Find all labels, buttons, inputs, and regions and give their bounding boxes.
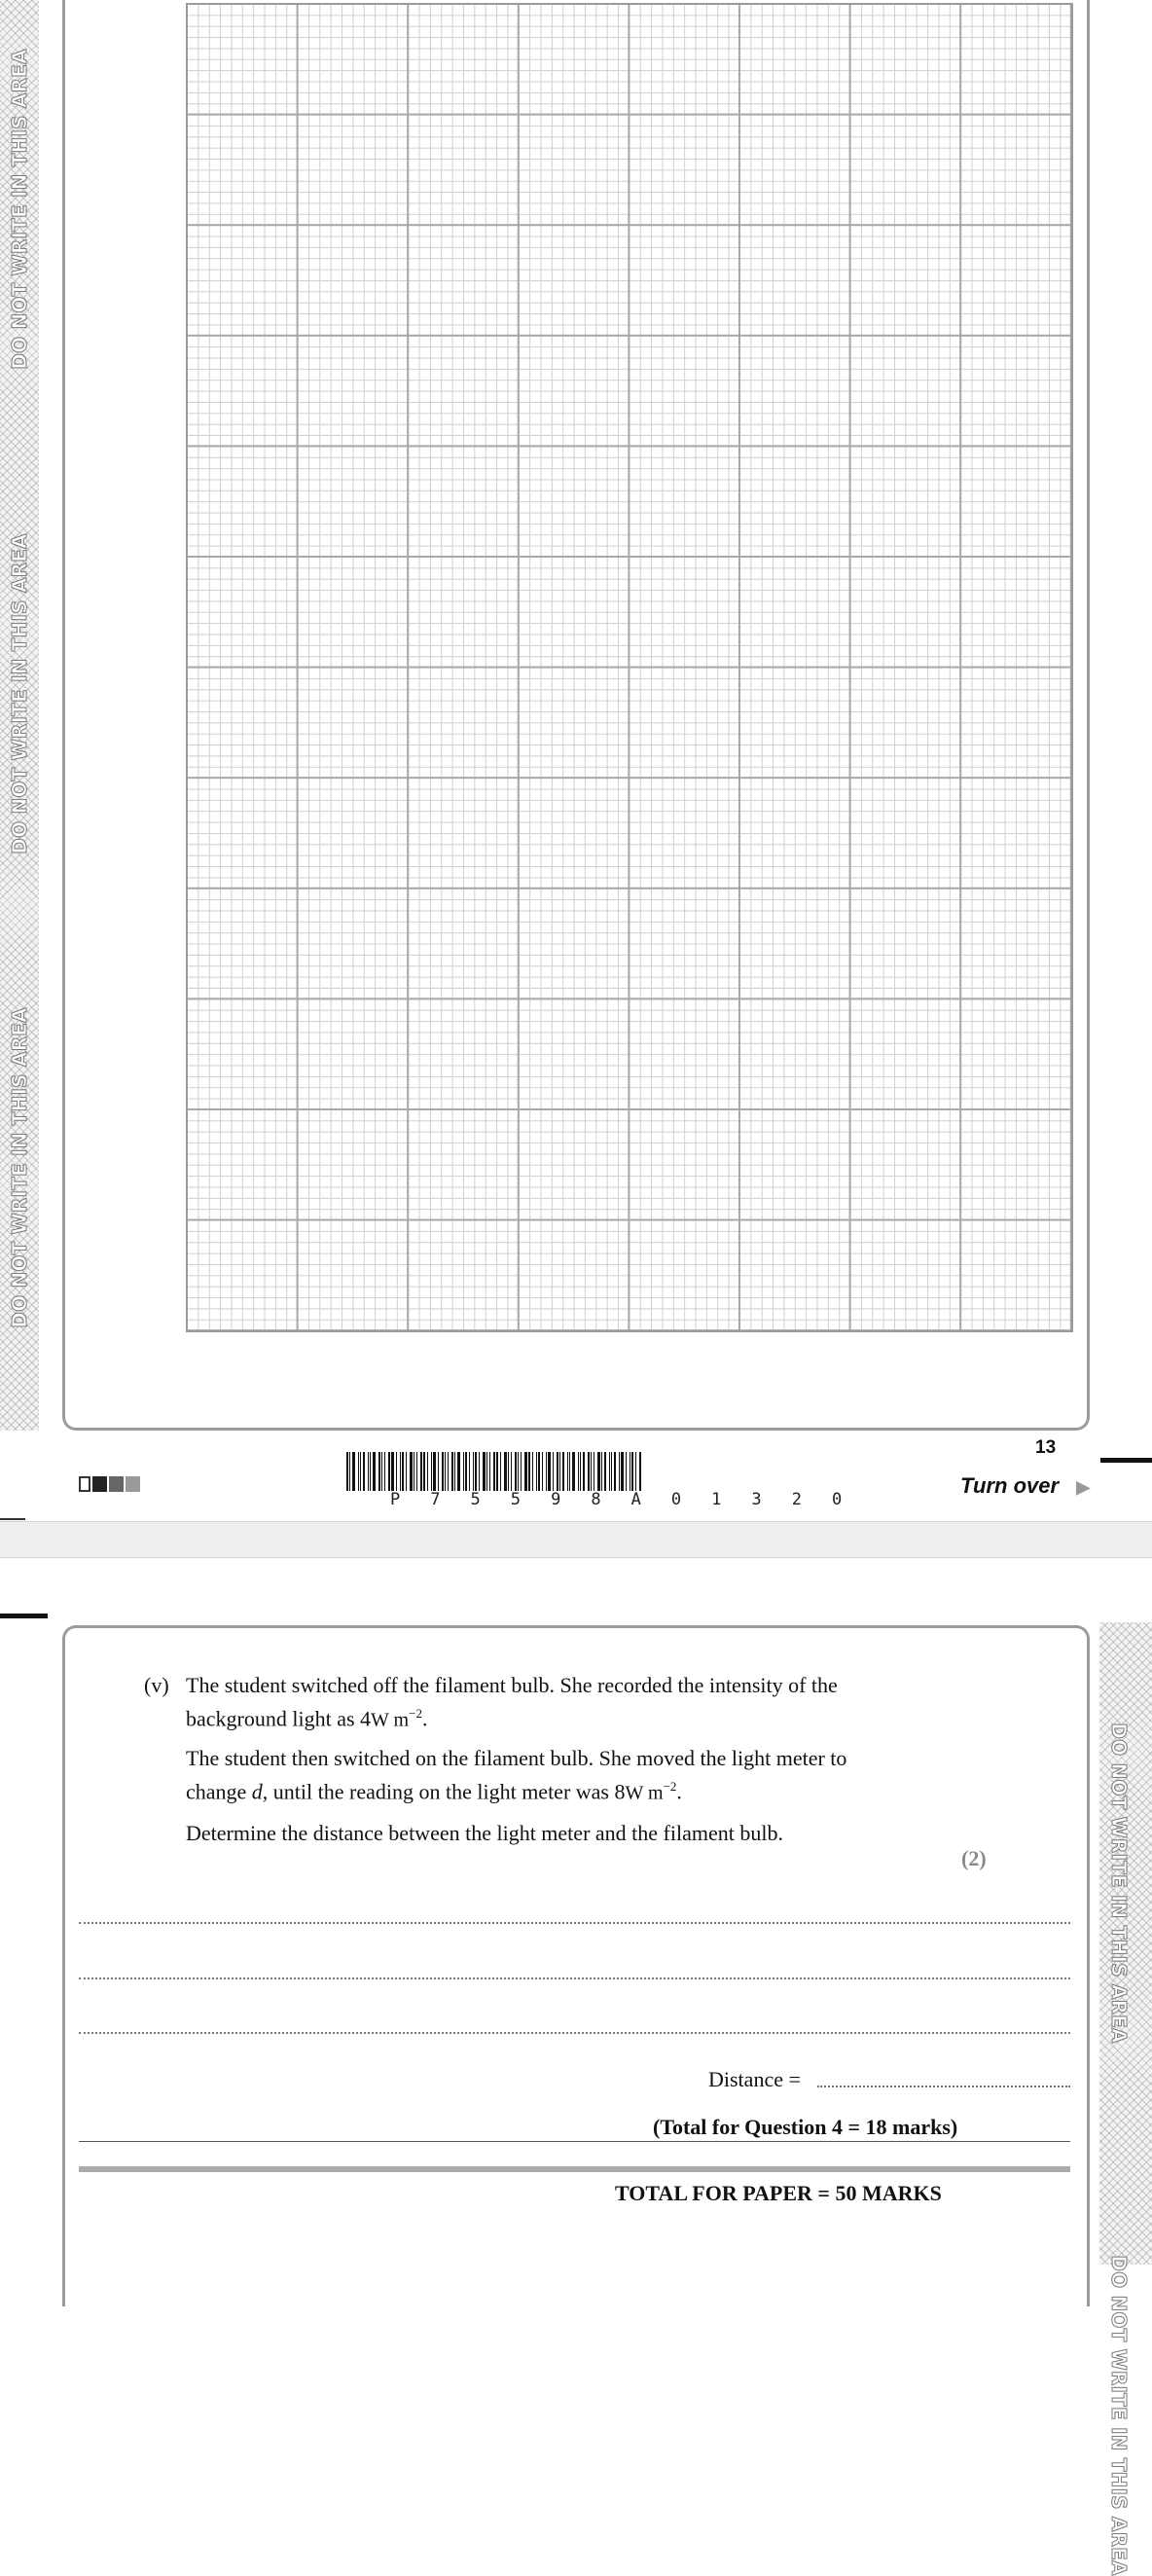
barcode-bar: [448, 1452, 449, 1491]
barcode-bar: [524, 1452, 527, 1491]
barcode-bar: [559, 1452, 560, 1491]
barcode-bar: [457, 1452, 460, 1491]
barcode-bar: [465, 1452, 467, 1491]
barcode-bar: [423, 1452, 425, 1491]
footer-rule-left: [0, 1518, 25, 1520]
answer-line-2[interactable]: [79, 1977, 1070, 1979]
barcode-bar: [463, 1452, 464, 1491]
total-rule-thick: [79, 2166, 1070, 2172]
barcode-bar: [569, 1452, 570, 1491]
para1-value: background light as 4: [186, 1706, 372, 1731]
barcode-bar: [378, 1452, 380, 1491]
margin-warning-right-2: DO NOT WRITE IN THIS AREA: [1107, 2255, 1131, 2576]
barcode-bar: [445, 1452, 446, 1491]
barcode-bar: [639, 1452, 641, 1491]
para2-exponent: −2: [663, 1779, 677, 1794]
margin-strip-right: [1099, 1622, 1152, 2576]
barcode-bar: [384, 1452, 385, 1491]
barcode-bar: [493, 1452, 495, 1491]
header-rule-left: [0, 1614, 48, 1618]
barcode-bar: [515, 1452, 517, 1491]
para1-exponent: −2: [409, 1706, 422, 1721]
barcode-bar: [373, 1452, 376, 1491]
barcode-bar: [635, 1452, 636, 1491]
barcode-bar: [388, 1452, 390, 1491]
barcode-bar: [591, 1452, 592, 1491]
answer-line-1[interactable]: [79, 1922, 1070, 1924]
para2-unit: W m: [625, 1782, 664, 1804]
barcode: [346, 1452, 642, 1491]
margin-warning-right: DO NOT WRITE IN THIS AREA: [1107, 1723, 1131, 2044]
question-part-label: (v): [144, 1673, 169, 1697]
barcode-bar: [427, 1452, 428, 1491]
barcode-bar: [475, 1452, 477, 1491]
distance-answer-field[interactable]: [817, 2086, 1070, 2087]
barcode-bar: [597, 1452, 600, 1491]
margin-warning-middle: DO NOT WRITE IN THIS AREA: [8, 533, 31, 854]
barcode-bar: [572, 1452, 575, 1491]
barcode-bar: [483, 1452, 486, 1491]
barcode-bar: [619, 1452, 620, 1491]
para2-variable: d: [251, 1779, 263, 1804]
paper-total: TOTAL FOR PAPER = 50 MARKS: [615, 2181, 942, 2205]
registration-marks: [79, 1476, 140, 1492]
barcode-bar: [396, 1452, 397, 1491]
barcode-bar: [438, 1452, 439, 1491]
barcode-bar: [611, 1452, 612, 1491]
barcode-bar: [473, 1452, 474, 1491]
barcode-bar: [496, 1452, 498, 1491]
para2-mid: , until the reading on the light meter was 8: [262, 1779, 626, 1804]
footer-rule-right: [1100, 1458, 1152, 1463]
barcode-bar: [546, 1452, 547, 1491]
barcode-bar: [451, 1452, 453, 1491]
barcode-bar: [518, 1452, 519, 1491]
barcode-bar: [363, 1452, 365, 1491]
barcode-bar: [614, 1452, 616, 1491]
barcode-bar: [360, 1452, 361, 1491]
barcode-bar: [400, 1452, 401, 1491]
barcode-bar: [346, 1452, 348, 1491]
para2-line1: The student then switched on the filament bulb. She moved the light meter to: [186, 1746, 847, 1770]
barcode-bar: [631, 1452, 633, 1491]
marks-label: (2): [961, 1846, 987, 1870]
barcode-bar: [420, 1452, 422, 1491]
barcode-bar: [500, 1452, 501, 1491]
barcode-bar: [557, 1452, 558, 1491]
margin-warning-bottom: DO NOT WRITE IN THIS AREA: [8, 1007, 31, 1328]
barcode-bar: [521, 1452, 522, 1491]
barcode-bar: [370, 1452, 371, 1491]
barcode-bar: [604, 1452, 606, 1491]
page-number: 13: [1035, 1437, 1057, 1458]
barcode-bar: [548, 1452, 551, 1491]
answer-line-3[interactable]: [79, 2032, 1070, 2034]
distance-label: Distance =: [708, 2067, 801, 2091]
barcode-bar: [469, 1452, 470, 1491]
para1-unit: W m: [371, 1709, 410, 1731]
barcode-bar: [368, 1452, 369, 1491]
margin-warning-top: DO NOT WRITE IN THIS AREA: [8, 49, 31, 370]
para2-pre: change: [186, 1779, 252, 1804]
question-paragraph-2: [186, 1744, 964, 1807]
turn-over-label: [960, 1473, 1090, 1499]
barcode-bar: [536, 1452, 537, 1491]
barcode-bar: [442, 1452, 444, 1491]
barcode-bar: [621, 1452, 624, 1491]
barcode-bar: [416, 1452, 417, 1491]
barcode-bar: [511, 1452, 512, 1491]
barcode-number: P 7 5 5 9 8 A 0 1 3 2 0: [390, 1490, 852, 1509]
barcode-bar: [489, 1452, 490, 1491]
barcode-bar: [609, 1452, 610, 1491]
barcode-bar: [538, 1452, 540, 1491]
question-paragraph-1: [186, 1671, 964, 1734]
barcode-bar: [562, 1452, 564, 1491]
barcode-bar: [349, 1452, 350, 1491]
barcode-bar: [580, 1452, 581, 1491]
barcode-bar: [486, 1452, 487, 1491]
barcode-bar: [381, 1452, 382, 1491]
barcode-bar: [578, 1452, 579, 1491]
barcode-bar: [352, 1452, 355, 1491]
barcode-bar: [528, 1452, 530, 1491]
barcode-bar: [358, 1452, 359, 1491]
barcode-bar: [583, 1452, 585, 1491]
para1-line1: The student switched off the filament bulb. She recorded the intensity of the: [186, 1673, 838, 1697]
total-rule-thin: [79, 2141, 1070, 2142]
barcode-bar: [479, 1452, 480, 1491]
margin-strip-left: [0, 0, 39, 1431]
barcode-bar: [588, 1452, 590, 1491]
barcode-bar: [433, 1452, 436, 1491]
question-paragraph-3: Determine the distance between the light meter and the filament bulb.: [186, 1821, 783, 1845]
para1-line2: background light as 4W $m^{-2}$.: [186, 1706, 428, 1731]
barcode-bar: [567, 1452, 568, 1491]
barcode-bar: [454, 1452, 455, 1491]
question-total: (Total for Question 4 = 18 marks): [653, 2115, 958, 2139]
barcode-bar: [410, 1452, 413, 1491]
barcode-bar: [532, 1452, 533, 1491]
barcode-bar: [431, 1452, 432, 1491]
graph-paper-grid: [186, 3, 1073, 1332]
turn-over-text: Turn over: [960, 1473, 1060, 1498]
barcode-bar: [406, 1452, 407, 1491]
barcode-bar: [504, 1452, 507, 1491]
barcode-bar: [626, 1452, 627, 1491]
barcode-bar: [542, 1452, 543, 1491]
barcode-bar: [601, 1452, 602, 1491]
barcode-bar: [391, 1452, 394, 1491]
para2-line2: change d, until the reading on the light meter was 8W $m^{-2}$.: [186, 1779, 682, 1804]
barcode-bar: [553, 1452, 554, 1491]
barcode-bar: [508, 1452, 509, 1491]
barcode-bar: [402, 1452, 404, 1491]
page-separator: [0, 1521, 1152, 1558]
arrow-right-icon: ▶: [1076, 1477, 1091, 1497]
